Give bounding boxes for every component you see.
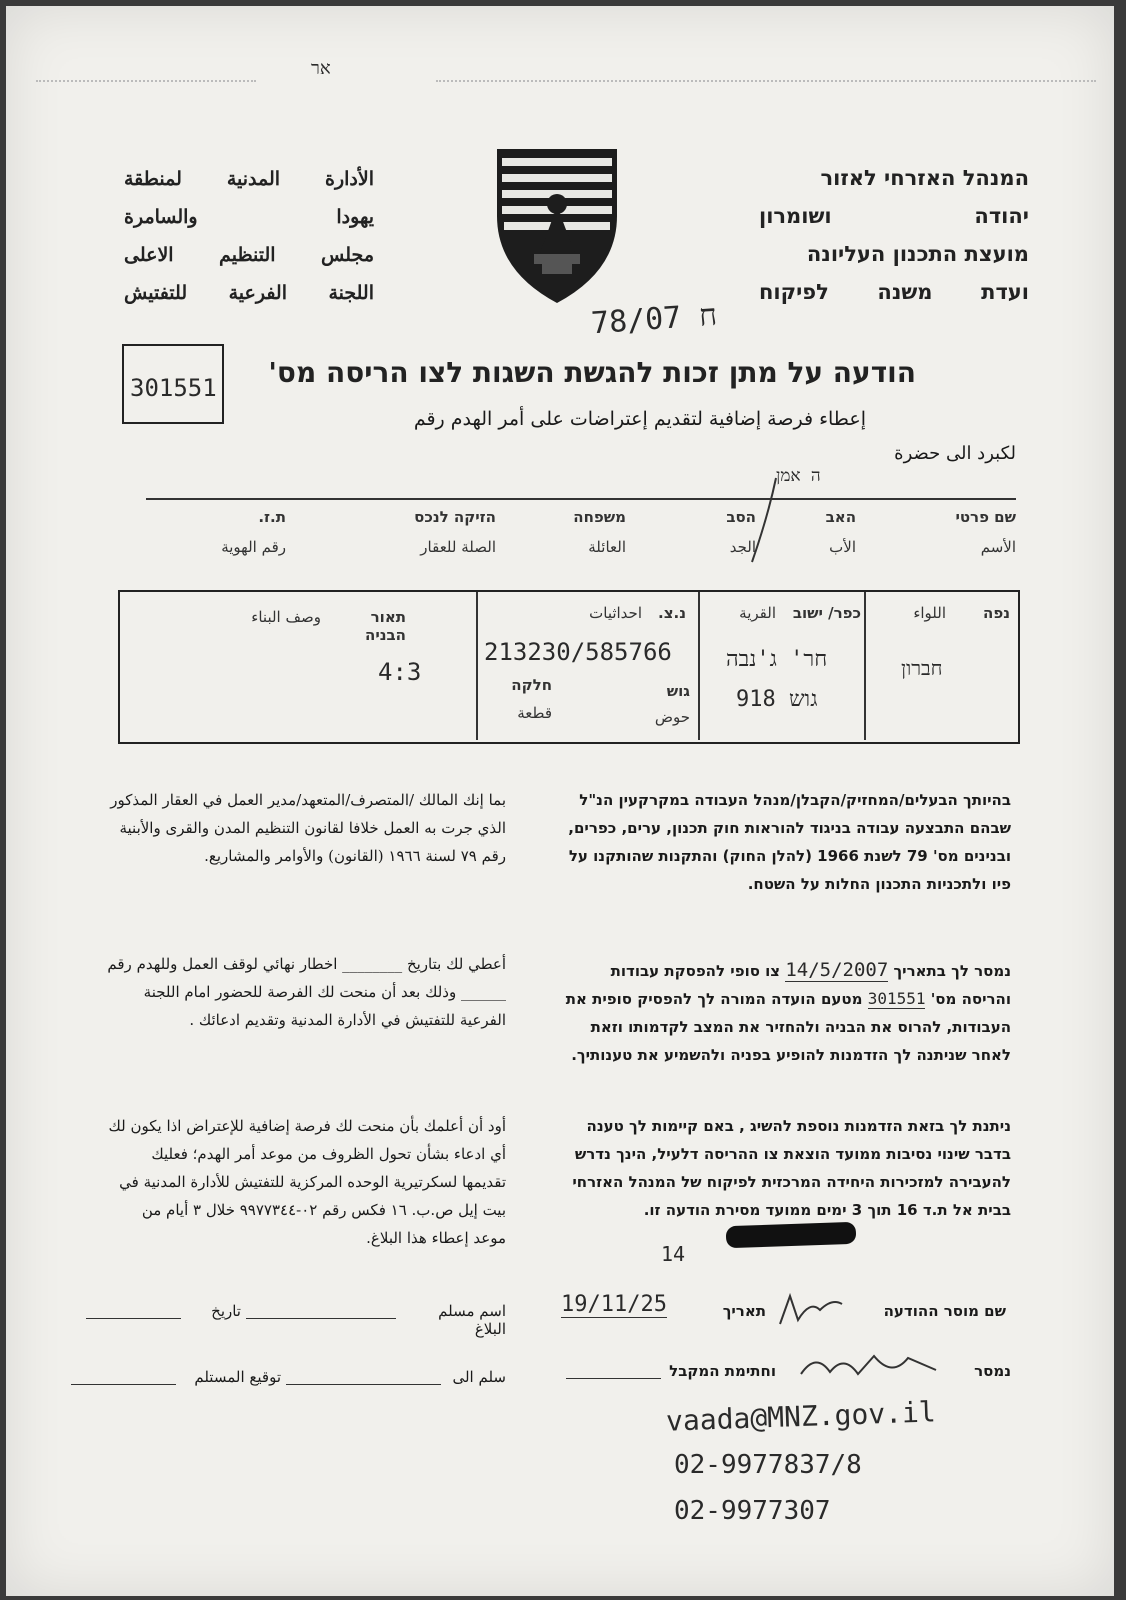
label-grandfather-he: הסב [726, 508, 756, 526]
label-block-ar: حوض [654, 708, 690, 726]
label-plot-ar: قطعة [517, 704, 552, 722]
case-number: 301551 [130, 374, 217, 402]
right-para1: בהיותך הבעלים/המחזיק/הקבלן/מנהל העבודה במקרקעין הנ"ל שבהם התבצעה עבודה בניגוד להוראות חוק תכנון, ערים, כפרים, ובנינים מס' 79 לשנת 1966 (להלן החוק) והתקנות שהותקנו על פיו ולתכניות התכנון החלות על השטח. [568, 791, 1011, 893]
handwritten-ref: 78/07 ח [589, 297, 719, 342]
sig-line [566, 1378, 661, 1379]
label-holder-he: הזיקה לנכס [414, 508, 496, 526]
header-he-line3: מועצת התכנון העליונה [806, 242, 1029, 266]
document-page [6, 6, 1114, 1596]
header-ar-line1: الأدارة المدنية لمنطقة [124, 168, 374, 190]
label-date: תאריך [722, 1302, 766, 1320]
village-number: 918 גוש [736, 687, 818, 712]
label-delivered: נמסר [974, 1362, 1011, 1380]
signature-icon [776, 1290, 846, 1330]
father-handwritten: ה אמן [776, 466, 821, 486]
label-coords-ar: احداثيات [589, 604, 642, 622]
right-para2-c: מטעם הועדה המורה לך להפסיק סופית את העבודות, להרוס את הבניה ולהחזיר את המצב לקדמותו וזאת לאחר שניתנה לך הזדמנות להופיע בפניה ולהשמיע את טענותיך. [565, 990, 1011, 1064]
order-date-handwritten: 14/5/2007 [785, 959, 889, 981]
order-number-handwritten: 301551 [867, 989, 926, 1008]
details-line [146, 498, 1016, 500]
sig-label-receiver-sign: توقيع المستلم [194, 1368, 281, 1386]
scan-dots [436, 80, 1096, 82]
header-ar-line4: اللجنة الفرعية للتفتيش [124, 282, 374, 304]
redaction-mark [726, 1222, 857, 1249]
label-server-name: שם מוסר ההודעה [883, 1302, 1006, 1320]
handwritten-fax: 02-9977307 [674, 1496, 831, 1526]
handwritten-phone: 02-9977837/8 [674, 1450, 862, 1480]
label-district-he: נפה [983, 604, 1010, 622]
right-para2-a: נמסר לך בתאריך [893, 962, 1011, 980]
label-id-he: ת.ז. [258, 508, 286, 526]
label-village-ar: القرية [739, 604, 776, 622]
label-plot-he: חלקה [511, 676, 552, 694]
recipient-label: لكبرد الى حضرة [894, 443, 1016, 464]
label-family-ar: العائلة [588, 538, 626, 556]
table-divider [698, 592, 700, 740]
village-value: חר' ג'נבה [726, 647, 828, 672]
header-ar-line3: مجلس التنظيم الاعلى [124, 244, 374, 266]
label-name-ar: الأسم [980, 538, 1016, 556]
label-father-he: האב [825, 508, 856, 526]
label-receiver-signature: וחתימת המקבל [669, 1362, 776, 1380]
label-village-he: כפר/ ישוב [792, 604, 861, 622]
label-grandfather-ar: الجد [729, 538, 756, 556]
sig-line [71, 1384, 176, 1385]
label-coords-he: נ.צ. [658, 604, 686, 622]
right-para2 [561, 956, 1011, 1069]
served-date-handwritten: 19/11/25 [561, 1292, 667, 1317]
days-handwritten: 14 [661, 1242, 686, 1266]
table-divider [476, 592, 478, 740]
label-block-he: גוש [666, 682, 690, 700]
left-para2: أعطي لك بتاريخ ________ اخطار نهائي لوقف العمل وللهدم رقم ______ وذلك بعد أن منحت لك الفرصة للحضور امام اللجنة الفرعية للتفتيش في الأدارة المدنية وتقديم ادعائك . [107, 955, 506, 1029]
label-father-ar: الأب [829, 538, 856, 556]
label-name-he: שם פרטי [955, 508, 1016, 526]
title-he: הודעה על מתן זכות להגשת השגות לצו הריסה מס' [268, 356, 916, 389]
scan-dots [36, 80, 256, 82]
right-para2-b: צו סופי להפסקת עבודות והריסה מס' [610, 962, 1011, 1008]
sig-label-date: تاريخ [211, 1302, 241, 1320]
sig-line [86, 1318, 181, 1319]
header-he-line2: יהודה ושומרון [759, 204, 1029, 228]
title-ar: إعطاء فرصة إضافية لتقديم إعتراضات على أمر الهدم رقم [413, 408, 866, 430]
label-desc-ar: وصف البناء [251, 608, 321, 626]
case-number-box [122, 344, 224, 424]
sig-label-deliverer: اسم مسلم البلاغ [438, 1302, 506, 1338]
label-id-ar: رقم الهوية [221, 538, 286, 556]
header-ar-line2: يهودا والسامرة [124, 206, 374, 228]
receiver-signature-icon [796, 1348, 946, 1384]
table-divider [864, 592, 866, 740]
label-holder-ar: الصلة للعقار [420, 538, 496, 556]
sig-line [246, 1318, 396, 1319]
label-desc-he: תאור הבניה [365, 608, 406, 644]
district-value: חברון [901, 656, 943, 680]
left-para3: أود أن أعلمك بأن منحت لك فرصة إضافية للإعتراض اذا يكون لك أي ادعاء بشأن تحول الظروف من موعد أمر الهدم؛ فعليك تقديمها لسكرتيرية الوحده المركزية للتفتيش للأدارة المدنية في بيت إيل ص.ب. ١٦ فكس رقم ٠٢-٩٩٧٧٣٤٤ خلال ٣ أيام من موعد إعطاء هذا البلاغ. [108, 1117, 506, 1247]
description-value: 4:3 [378, 658, 422, 686]
handwritten-email: vaada@MNZ.gov.il [665, 1395, 937, 1438]
sig-label-deliver-to: سلم الى [452, 1368, 506, 1386]
right-para3: ניתנת לך בזאת הזדמנות נוספת להשיג , באם קיימות לך טענה בדבר שינוי נסיבות ממועד הוצאת צו ההריסה דלעיל, הינך נדרש להעבירה למזכירות היחידה המרכזית לפיקוח של המנהל האזרחי בבית אל ת.ד 16 תוך 3 ימים ממועד מסירת הודעה זו. [572, 1117, 1011, 1219]
label-district-ar: اللواء [913, 604, 946, 622]
header-he-line4: ועדת משנה לפיקוח [759, 280, 1029, 304]
header-he-line1: המנהל האזרחי לאזור [820, 166, 1029, 190]
sig-line [286, 1384, 441, 1385]
emblem-shield-icon [494, 146, 620, 306]
left-para1: بما إنك المالك /المتصرف/المتعهد/مدير العمل في العقار المذكور الذي جرت به العمل خلافا لقانون التنظيم المدن والقرى والأبنية رقم ٧٩ لسنة ١٩٦٦ (القانون) والأوامر والمشاريع. [110, 791, 506, 865]
top-mark: אר [311, 58, 331, 79]
coords-value: 213230/585766 [484, 638, 672, 666]
label-family-he: משפחה [573, 508, 626, 526]
